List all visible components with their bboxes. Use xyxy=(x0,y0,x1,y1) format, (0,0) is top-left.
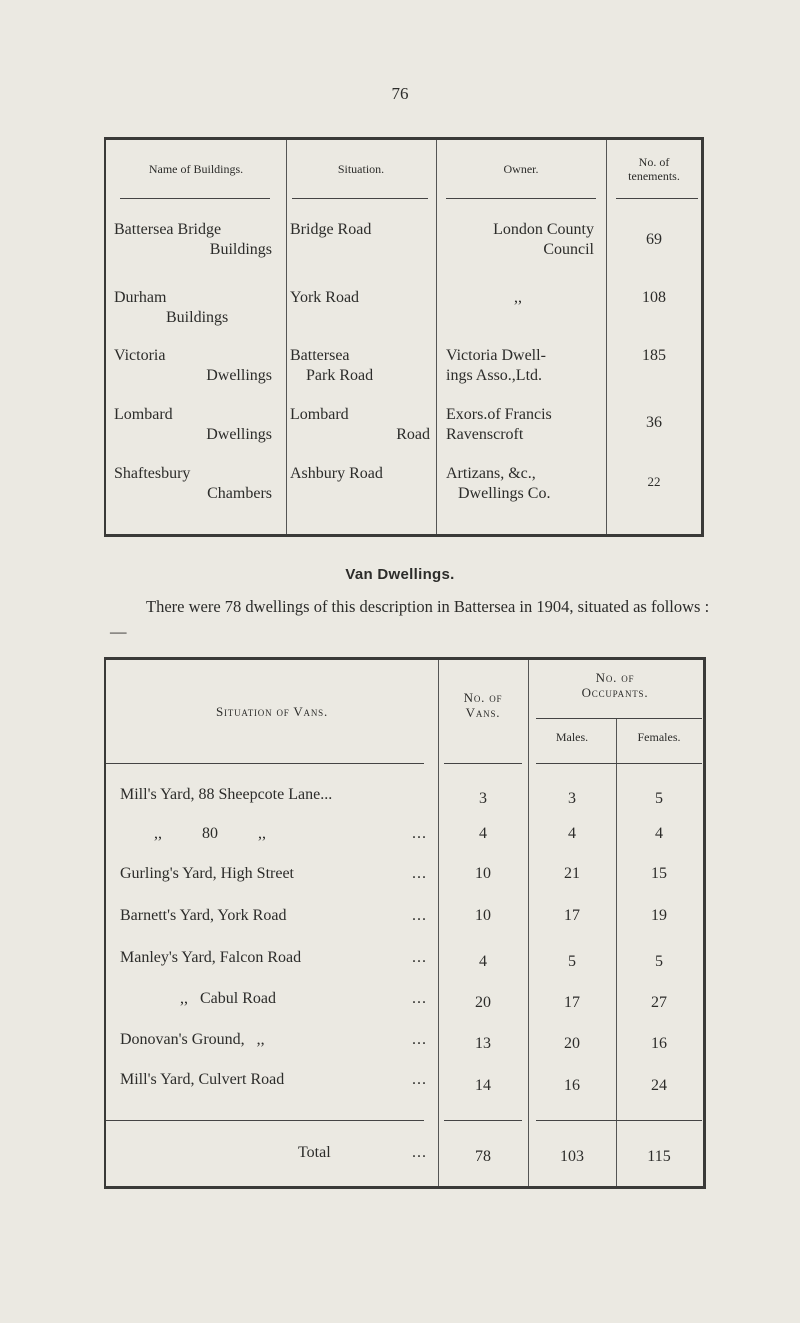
female-count: 5 xyxy=(655,953,663,970)
building-situation xyxy=(290,288,430,308)
female-count: 5 xyxy=(655,790,663,807)
van-count: 10 xyxy=(475,907,491,924)
male-count: 4 xyxy=(568,825,576,842)
female-count: 27 xyxy=(651,994,667,1011)
tenement-count: 69 xyxy=(646,231,662,248)
building-situation xyxy=(290,405,430,445)
situation-line1: York Road xyxy=(290,289,360,306)
male-count: 20 xyxy=(564,1035,580,1052)
subheader-rule xyxy=(536,718,702,719)
female-count: 24 xyxy=(651,1077,667,1094)
leader-dots: ... xyxy=(412,1071,427,1088)
owner-line1: Artizans, &c., xyxy=(446,465,536,482)
section-title: Van Dwellings. xyxy=(345,566,455,583)
van-situation: ,, 80 ,, xyxy=(154,825,266,842)
header-owner: Owner. xyxy=(503,162,539,176)
header-occupants-line2: Occupants. xyxy=(581,685,649,700)
situation-line1: Battersea xyxy=(290,347,350,364)
owner-line1: Exors.of Francis xyxy=(446,406,552,423)
male-count: 16 xyxy=(564,1077,580,1094)
van-count: 20 xyxy=(475,994,491,1011)
header-rule xyxy=(536,763,702,764)
header-vans-line1: No. of xyxy=(463,690,503,705)
building-name-line2: Dwellings xyxy=(206,367,272,384)
male-count: 5 xyxy=(568,953,576,970)
total-rule xyxy=(536,1120,702,1121)
vans-row xyxy=(106,907,703,933)
van-situation: Manley's Yard, Falcon Road xyxy=(120,949,302,966)
van-count: 4 xyxy=(479,825,487,842)
intro-paragraph: There were 78 dwellings of this description in Battersea in 1904, situated as follows :— xyxy=(110,597,710,641)
van-count: 3 xyxy=(479,790,487,807)
van-situation: Barnett's Yard, York Road xyxy=(120,907,287,924)
header-vans-line2: Vans. xyxy=(465,705,501,720)
header-vans xyxy=(438,690,528,720)
owner-ditto: ,, xyxy=(514,289,522,306)
total-vans: 78 xyxy=(475,1148,491,1165)
situation-line2: Park Road xyxy=(306,367,374,384)
owner-line1: London County xyxy=(493,221,594,238)
leader-dots: ... xyxy=(412,825,427,842)
page-number: 76 xyxy=(391,84,409,103)
building-owner xyxy=(446,346,598,386)
leader-dots: ... xyxy=(412,949,427,966)
leader-dots: ... xyxy=(412,1144,427,1161)
building-name xyxy=(114,464,280,504)
male-count: 3 xyxy=(568,790,576,807)
tenement-count: 108 xyxy=(642,289,666,306)
vans-row xyxy=(106,1071,703,1097)
total-rule xyxy=(106,1120,424,1121)
building-name xyxy=(114,288,280,328)
total-males: 103 xyxy=(560,1148,584,1165)
header-name: Name of Buildings. xyxy=(148,162,244,176)
male-count: 17 xyxy=(564,994,580,1011)
building-name-line2: Buildings xyxy=(166,309,229,326)
building-name xyxy=(114,346,280,386)
vans-row xyxy=(106,990,703,1016)
header-situation: Situation of Vans. xyxy=(215,704,329,719)
header-rule xyxy=(106,763,424,764)
building-owner xyxy=(442,288,594,308)
header-males: Males. xyxy=(555,730,589,744)
column-divider xyxy=(436,140,437,534)
situation-line1: Ashbury Road xyxy=(290,465,383,482)
situation-line1: Bridge Road xyxy=(290,221,372,238)
vans-row xyxy=(106,1031,703,1057)
vans-row xyxy=(106,786,703,812)
van-count: 14 xyxy=(475,1077,491,1094)
vans-row xyxy=(106,949,703,975)
building-name xyxy=(114,405,280,445)
total-females: 115 xyxy=(647,1148,671,1165)
van-situation: Mill's Yard, 88 Sheepcote Lane... xyxy=(120,786,333,803)
total-row xyxy=(106,1144,703,1170)
van-situation: Gurling's Yard, High Street xyxy=(120,865,294,882)
vans-row xyxy=(106,865,703,891)
header-rule xyxy=(292,198,428,199)
owner-line2: Council xyxy=(543,241,594,258)
vans-row xyxy=(106,825,703,851)
van-count: 4 xyxy=(479,953,487,970)
leader-dots: ... xyxy=(412,907,427,924)
building-name-line1: Battersea Bridge xyxy=(114,221,222,238)
header-females: Females. xyxy=(637,730,681,744)
tenement-count: 36 xyxy=(646,414,662,431)
header-tenements: No. of tenements. xyxy=(628,155,680,183)
van-situation: ,, Cabul Road xyxy=(180,990,276,1007)
situation-line2: Road xyxy=(396,426,430,443)
building-name xyxy=(114,220,280,260)
header-rule xyxy=(444,763,522,764)
column-divider xyxy=(286,140,287,534)
buildings-table xyxy=(104,137,704,537)
header-rule xyxy=(446,198,596,199)
tenement-count: 22 xyxy=(647,474,661,489)
vans-table xyxy=(104,657,706,1189)
building-name-line1: Lombard xyxy=(114,406,173,423)
leader-dots: ... xyxy=(412,990,427,1007)
male-count: 21 xyxy=(564,865,580,882)
building-situation xyxy=(290,220,430,240)
leader-dots: ... xyxy=(412,865,427,882)
header-situation: Situation. xyxy=(337,162,385,176)
header-rule xyxy=(120,198,270,199)
female-count: 19 xyxy=(651,907,667,924)
tenement-count: 185 xyxy=(642,347,666,364)
owner-line2: Ravenscroft xyxy=(446,426,524,443)
leader-dots: ... xyxy=(412,1031,427,1048)
owner-line2: ings Asso.,Ltd. xyxy=(446,367,543,384)
building-owner xyxy=(446,464,606,504)
building-name-line2: Dwellings xyxy=(206,426,272,443)
female-count: 16 xyxy=(651,1035,667,1052)
owner-line2: Dwellings Co. xyxy=(458,485,551,502)
header-occupants-line1: No. of xyxy=(595,670,635,685)
building-name-line1: Durham xyxy=(114,289,167,306)
male-count: 17 xyxy=(564,907,580,924)
building-name-line2: Chambers xyxy=(207,485,272,502)
female-count: 4 xyxy=(655,825,663,842)
building-situation xyxy=(290,346,430,386)
building-situation xyxy=(290,464,430,484)
total-rule xyxy=(444,1120,522,1121)
van-count: 10 xyxy=(475,865,491,882)
building-name-line1: Shaftesbury xyxy=(114,465,191,482)
owner-line1: Victoria Dwell- xyxy=(446,347,546,364)
building-name-line2: Buildings xyxy=(209,241,272,258)
building-owner xyxy=(446,405,606,445)
situation-line1: Lombard xyxy=(290,406,349,423)
building-owner xyxy=(442,220,594,260)
header-occupants xyxy=(528,670,702,700)
female-count: 15 xyxy=(651,865,667,882)
total-label: Total xyxy=(298,1144,331,1161)
van-situation: Mill's Yard, Culvert Road xyxy=(120,1071,285,1088)
van-situation: Donovan's Ground, ,, xyxy=(120,1031,265,1048)
van-count: 13 xyxy=(475,1035,491,1052)
building-name-line1: Victoria xyxy=(114,347,166,364)
header-rule xyxy=(616,198,698,199)
